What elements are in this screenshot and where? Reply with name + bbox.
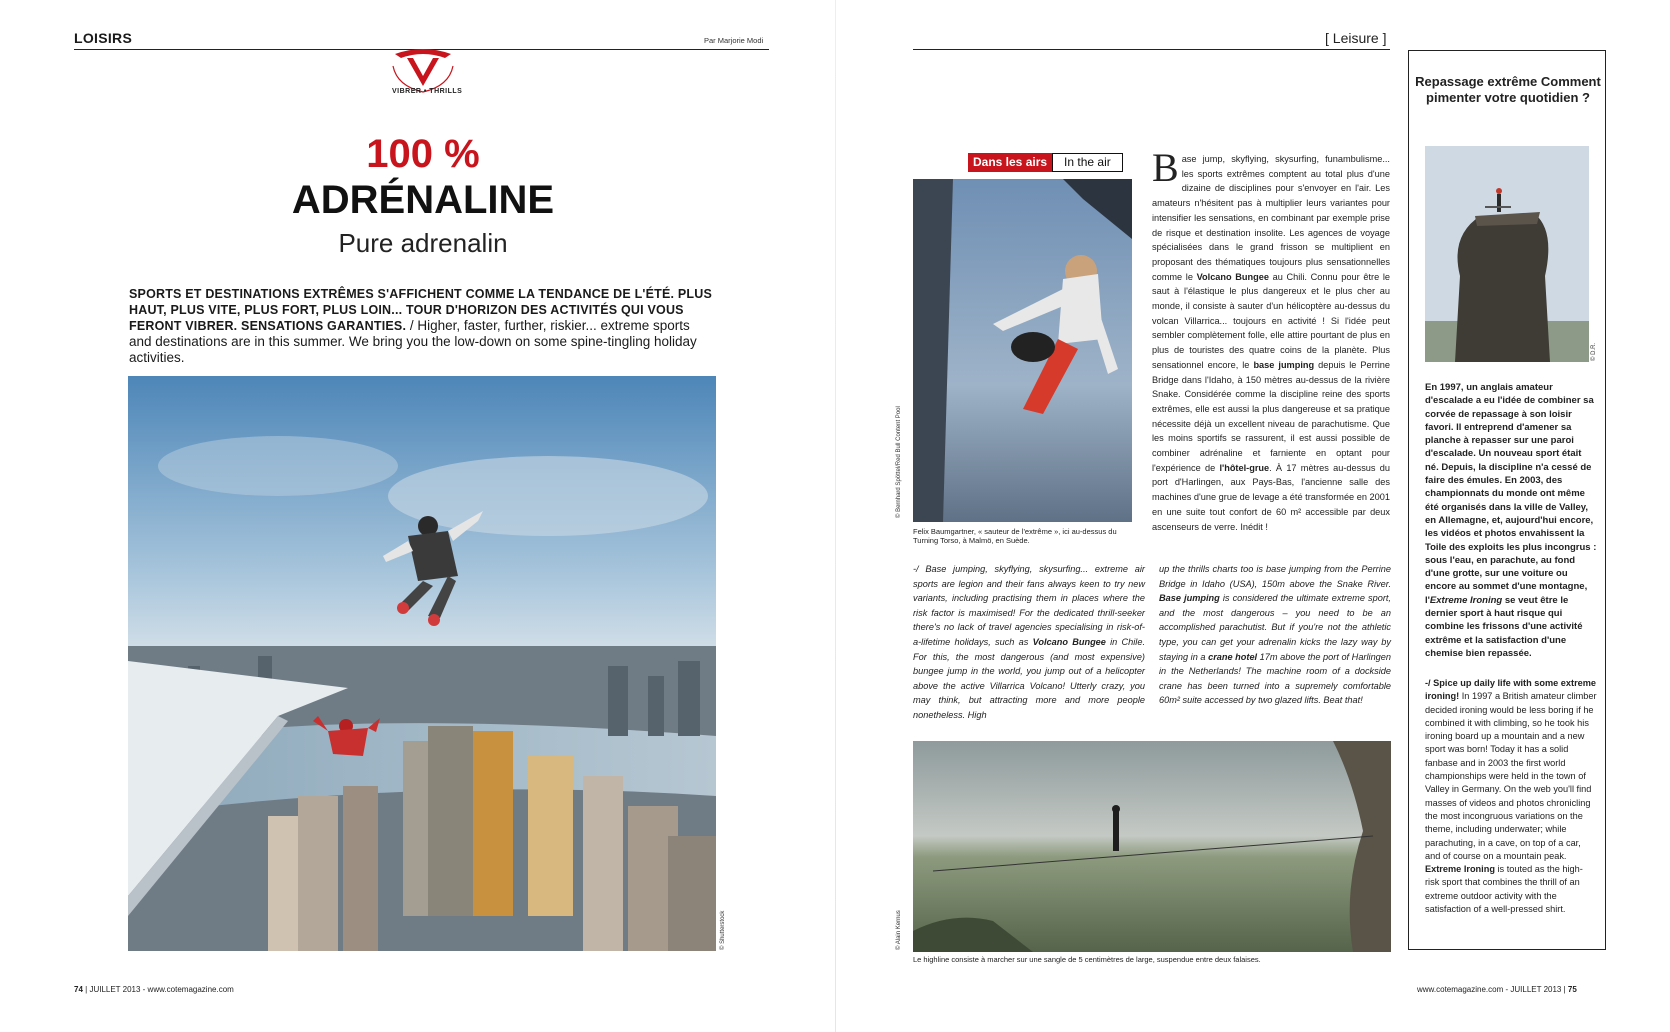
article-en-col2 <box>1159 562 1391 708</box>
en2-bold-2: crane hotel <box>1208 651 1258 662</box>
fr-text-4: . À 17 mètres au-dessus du port d'Harlingen, aux Pays-Bas, l'ancienne salle des machines d'une grue de levage a été transformée en 2001 en une suite tout confort de 60 m² accessible par deux ascenseurs de verre. Inédit ! <box>1152 462 1390 532</box>
intro-en: / Higher, faster, further, riskier... extreme sports and destinations are in this summer. We bring you the low-down on some spine-tingling holiday activities. <box>129 318 697 365</box>
logo-text: VIBRER • THRILLS <box>392 88 463 95</box>
rock-illustration <box>1425 146 1589 362</box>
tag-fr: Dans les airs <box>968 153 1052 172</box>
en1-text-c: in Chile. For this, the most dangerous (and most expensive) bungee jump in the world, you jump out of a helicopter above the active Villarrica Volcano! Utterly crazy, you may think, but attracting more and more people nonetheless. High <box>913 636 1146 720</box>
page-number-right: 75 <box>1567 985 1577 994</box>
page-number: 74 <box>74 985 83 994</box>
dropcap: B <box>1152 145 1179 190</box>
sidebar-en-c: Extreme Ironing <box>1425 864 1495 875</box>
sidebar-title: Repassage extrême Comment pimenter votre quotidien ? <box>1415 74 1601 105</box>
tag-en: In the air <box>1052 153 1123 172</box>
footer-text: JUILLET 2013 - www.cotemagazine.com <box>89 985 234 994</box>
title-english: Pure adrenalin <box>338 228 508 258</box>
sidebar-fr-b: Extreme Ironing <box>1429 594 1503 606</box>
base-jump-city-photo <box>128 376 716 951</box>
intro-paragraph <box>129 286 715 366</box>
fr-text-1: ase jump, skyflying, skysurfing, funambulisme... les sports extrêmes comptent au total plus d'une dizaine de disciplines pour s'envoyer en l'air. Les amateurs n'hésitent pas à multiplier leurs variantes pour intensifier les sensations, en combinant par exemple prise de risque et destination insolite. Les agences de voyage spécialisées dans le grand frisson se multiplient en proposant des thématiques toujours plus sensationnelles comme le <box>1152 154 1390 282</box>
footer-right: www.cotemagazine.com - JUILLET 2013 | 75 <box>1417 985 1577 994</box>
skydiver-photo <box>913 179 1132 522</box>
fr-text-2: au Chili. Connu pour être le saut à l'élastique le plus dangereux et le plus cher au monde, il consiste à sauter d'un hélicoptère au-dessus du volcan Villarrica... toujours en activité ! Si l'idée peut sembler complètement folle, elle attire pourtant de plus en plus de touristes des quatre coins de la planète. Plus sensationnel encore, le <box>1152 271 1390 370</box>
en2-text-a: up the thrills charts too is base jumping from the Perrine Bridge in Idaho (USA), 150m above the Snake River. <box>1159 564 1391 589</box>
section-tag <box>968 153 1123 172</box>
intro-fr: SPORTS ET DESTINATIONS EXTRÊMES S'AFFICHENT COMME LA TENDANCE DE L'ÉTÉ. PLUS HAUT, PLUS VITE, PLUS FORT, PLUS LOIN... TOUR D'HORIZON DES ACTIVITÉS QUI VOUS FERONT VIBRER. SENSATIONS GARANTIES. <box>129 287 712 333</box>
byline: Par Marjorie Modi <box>704 36 764 45</box>
fr-bold-2: base jumping <box>1253 359 1315 370</box>
fr-bold-1: Volcano Bungee <box>1196 271 1269 282</box>
article-en-col1 <box>913 562 1145 723</box>
highline-illustration <box>913 741 1391 952</box>
sidebar-fr-a: En 1997, un anglais amateur d'escalade a eu l'idée de combiner sa corvée de repassage à son loisir favori. Il entreprend d'amener sa planche à repasser sur une paroi d'escalade. Un nouveau sport était né. Depuis, la discipline n'a cessé de faire des émules. En 2003, des championnats du monde ont même été organisés dans la ville de Valley, en Allemagne, et, aujourd'hui encore, les vidéos et photos envahissent la Toile des exploits les plus incongrus : sous l'eau, en parachute, au fond d'une grotte, sur une voiture ou encore au sommet d'une montagne, l' <box>1425 382 1597 606</box>
en1-bold: Volcano Bungee <box>1032 636 1106 647</box>
skydiver-illustration <box>913 179 1132 522</box>
en1-text-a: -/ Base jumping, skyflying, skysurfing... extreme air sports are legion and their fans always keen to try new variants, including practising them in places where the risk factor is maximised! For the dedicated thrill-seeker there's no lack of travel agencies specialising in risk-of-a-lifetime holidays, such as <box>913 564 1145 647</box>
sidebar-box <box>1408 50 1606 950</box>
photo-credit: © Shutterstock <box>720 910 726 950</box>
photo3-credit: © Alain Kernus <box>896 910 902 950</box>
page-gutter <box>835 0 836 1032</box>
title-percent: 100 % <box>366 132 480 176</box>
header-rule <box>913 49 1390 50</box>
photo2-caption: Felix Baumgartner, « sauteur de l'extrême », ici au-dessus du Turning Torso, à Malmö, en Suède. <box>913 527 1117 545</box>
sidebar-en-a: -/ Spice up daily life with some extreme ironing! <box>1425 678 1597 702</box>
article-fr <box>1152 145 1391 534</box>
section-label: LOISIRS <box>74 30 133 46</box>
sidebar-fr-c: se veut être le dernier sport à haut risque qui combine les frissons d'une activité extrême et la satisfaction d'une chemise bien repassée. <box>1425 594 1583 659</box>
section-label-en: [ Leisure ] <box>1325 30 1387 46</box>
en2-text-e: 17m above the port of Harlingen in the Netherlands! The machine room of a dockside crane has been turned into a supremely comfortable 60m² suite accessed by two glazed lifts. Beat that! <box>1159 651 1392 706</box>
en2-text-c: is considered the ultimate extreme sport, and the most dangerous – you need to be an accomplished parachutist. But if you're not the athletic type, you can get your adrenalin kicks the lazy way by staying in a <box>1159 593 1391 662</box>
fr-text-3: depuis le Perrine Bridge dans l'Idaho, à 150 mètres au-dessus de la rivière Snake. Considérée comme la discipline reine des sports extrêmes, elle est aussi la plus dangereuse et sa pratique nécessite déjà un excellent niveau de parachutisme. Que les moins sportifs se rassurent, il est aussi possible de combiner adrénaline et farniente en optant pour l'expérience de <box>1152 359 1391 473</box>
page-title: ADRÉNALINE <box>291 178 555 222</box>
photo4-credit: © D.R. <box>1591 342 1597 361</box>
footer: 74 | JUILLET 2013 - www.cotemagazine.com <box>74 985 234 994</box>
sidebar-en-d: is touted as the high-risk sport that combines the thrill of an extreme outdoor activity with the satisfaction of a well-pressed shirt. <box>1425 864 1583 915</box>
en2-bold-1: Base jumping <box>1159 593 1220 604</box>
footer-right-text: www.cotemagazine.com - JUILLET 2013 <box>1417 985 1562 994</box>
photo2-credit: © Bernhard Spöttel/Red Bull Content Pool <box>896 406 902 518</box>
sidebar-fr <box>1425 381 1597 660</box>
highline-photo <box>913 741 1391 952</box>
photo3-caption: Le highline consiste à marcher sur une sangle de 5 centimètres de large, suspendue entre deux falaises. <box>913 955 1261 964</box>
fr-bold-3: l'hôtel-grue <box>1219 462 1270 473</box>
sidebar-en-b: In 1997 a British amateur climber decided ironing would be less boring if he combined it with climbing, so he took his ironing board up a mountain and a new sport was born! Today it has a solid fanbase and in 2003 the first world championships were held in the town of Valley in Germany. On the web you'll find masses of videos and photos chronicling the most incongruous variations on the theme, including underwater; while parachuting, in a cave, on top of a car, and of course on a mountain peak. <box>1425 691 1597 861</box>
sidebar-en <box>1425 677 1597 916</box>
city-illustration <box>128 376 716 951</box>
extreme-ironing-photo <box>1425 146 1589 362</box>
